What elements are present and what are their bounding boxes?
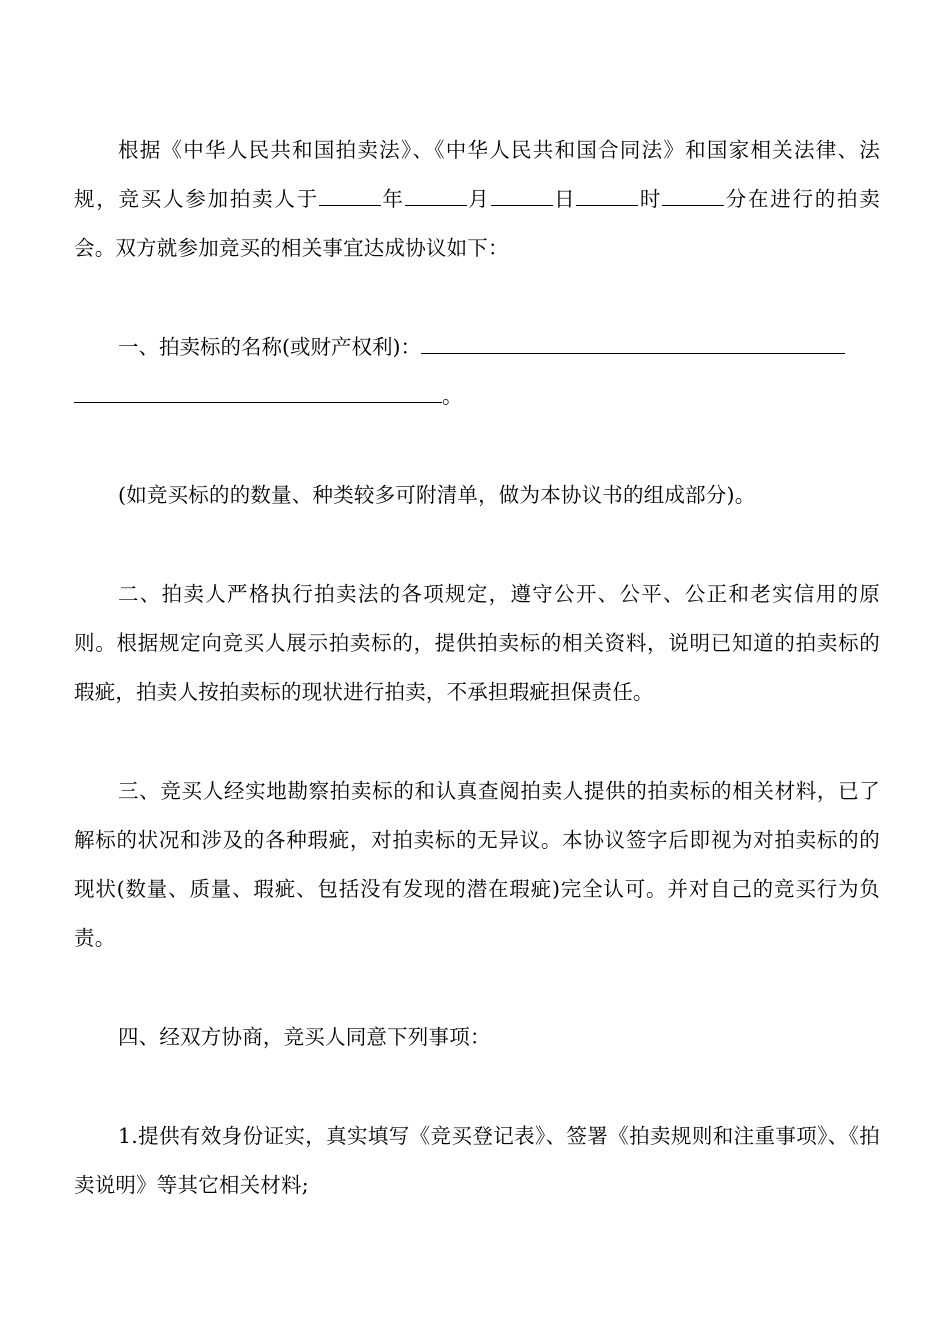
- intro-text: 根据《中华人民共和国拍卖法》、《中华人民共和国合同法》和国家相关法律、法规，竞买人参加拍卖人于: [74, 138, 880, 211]
- minute-blank[interactable]: [662, 183, 724, 206]
- minute-label: 分在进行的拍卖会。双方就参加竞买的相关事宜达成协议如下：: [74, 187, 881, 260]
- month-label: 月: [466, 187, 491, 211]
- clause-1-note: (如竞买标的的数量、种类较多可附清单，做为本协议书的组成部分)。: [118, 483, 756, 507]
- day-label: 日: [552, 187, 577, 211]
- year-label: 年: [380, 187, 405, 211]
- auction-item-name-blank[interactable]: [421, 331, 845, 354]
- document-page: [74, 126, 880, 1210]
- hour-blank[interactable]: [576, 183, 638, 206]
- clause-4-paragraph: 四、经双方协商，竞买人同意下列事项：: [118, 1025, 491, 1049]
- clause-3-paragraph: 三、竞买人经实地勘察拍卖标的和认真查阅拍卖人提供的拍卖标的相关材料，已了解标的状况和涉及的各种瑕疵，对拍卖标的无异议。本协议签字后即视为对拍卖标的的现状(数量、质量、瑕疵、包括没有发现的潜在瑕疵)完全认可。并对自己的竞买行为负责。: [74, 779, 880, 950]
- clause-1-label: 一、拍卖标的名称(或财产权利)：: [118, 335, 421, 359]
- month-blank[interactable]: [405, 183, 467, 206]
- day-blank[interactable]: [491, 183, 553, 206]
- clause-1-row: [74, 323, 880, 372]
- clause-1-row-2: [74, 372, 880, 421]
- clause-2-paragraph: 二、拍卖人严格执行拍卖法的各项规定，遵守公开、公平、公正和老实信用的原则。根据规定向竞买人展示拍卖标的，提供拍卖标的相关资料，说明已知道的拍卖标的瑕疵，拍卖人按拍卖标的现状进行拍卖，不承担瑕疵担保责任。: [74, 582, 880, 704]
- item-1-paragraph: 1.提供有效身份证实，真实填写《竞买登记表》、签署《拍卖规则和注重事项》、《拍卖说明》等其它相关材料;: [74, 1124, 880, 1197]
- hour-label: 时: [638, 187, 663, 211]
- clause-1-end: 。: [442, 384, 463, 408]
- auction-item-name-blank-2[interactable]: [74, 380, 442, 403]
- intro-paragraph: [74, 126, 880, 273]
- year-blank[interactable]: [319, 183, 381, 206]
